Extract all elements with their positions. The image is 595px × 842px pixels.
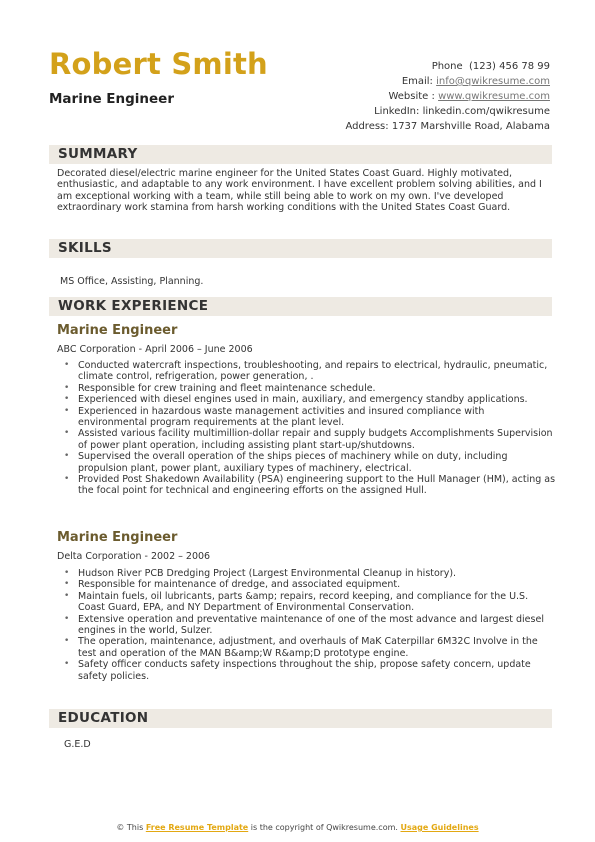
- email-link[interactable]: info@qwikresume.com: [436, 76, 550, 87]
- list-item: • Hudson River PCB Dredging Project (Largest Environmental Cleanup in history).: [64, 568, 457, 579]
- contact-phone: [345, 59, 550, 74]
- list-item: • Responsible for maintenance of dredge, and associated equipment.: [64, 579, 401, 591]
- section-heading-skills: SKILLS: [49, 239, 552, 258]
- bullet-icon: •: [64, 636, 70, 647]
- section-heading-experience: WORK EXPERIENCE: [49, 297, 552, 316]
- contact-email: [345, 74, 550, 89]
- section-heading-summary: SUMMARY: [49, 145, 552, 164]
- education-text: G.E.D: [64, 739, 91, 750]
- bullet-icon: •: [64, 451, 70, 462]
- job-bullets: [64, 360, 556, 497]
- bullet-icon: •: [64, 382, 70, 393]
- section-heading-education: EDUCATION: [49, 709, 552, 728]
- bullet-icon: •: [64, 590, 70, 601]
- contact-address: [345, 119, 550, 134]
- list-item: • The operation, maintenance, adjustment, and overhauls of MaK Caterpillar 6M32C Involve in the test and operation of the MAN B&amp;W R&amp;D prototype engine.: [64, 636, 538, 659]
- job-title: Marine Engineer: [57, 530, 178, 545]
- bullet-icon: •: [64, 613, 70, 624]
- list-item: • Safety officer conducts safety inspections throughout the ship, propose safety concern, update safety policies.: [64, 659, 531, 682]
- contact-value: (123) 456 78 99: [469, 61, 550, 72]
- contact-label: Website :: [388, 91, 435, 102]
- free-resume-template-link[interactable]: Free Resume Template: [145, 823, 249, 832]
- contact-label: Email:: [401, 76, 433, 87]
- bullet-icon: •: [64, 579, 70, 590]
- contact-label: Phone: [431, 61, 463, 72]
- contact-linkedin: [345, 104, 550, 119]
- contact-website: [345, 89, 550, 104]
- list-item: • Responsible for crew training and fleet maintenance schedule.: [64, 382, 376, 394]
- contact-label: Address:: [345, 121, 389, 132]
- usage-guidelines-link[interactable]: Usage Guidelines: [400, 823, 479, 832]
- list-item: • Maintain fuels, oil lubricants, parts &amp; repairs, record keeping, and compliance for the U.S. Coast Guard, EPA, and NY Department of Environmental Conservation.: [64, 590, 529, 614]
- bullet-icon: •: [64, 428, 70, 439]
- list-item: • Experienced in hazardous waste management activities and insured compliance with environmental program requirements at the plant level.: [64, 405, 485, 429]
- candidate-title: Marine Engineer: [49, 91, 175, 107]
- contact-block: [345, 59, 550, 134]
- bullet-icon: •: [64, 659, 70, 670]
- contact-value: 1737 Marshville Road, Alabama: [391, 121, 550, 132]
- list-item: • Assisted various facility multimillion-dollar repair and supply budgets Accomplishments Supervision of power plant operation, including assisting plant start-up/shutdowns.: [64, 428, 553, 451]
- list-item: • Extensive operation and preventative maintenance of one of the most advance and largest diesel engines in the world, Sulzer.: [64, 613, 544, 637]
- list-item: • Provided Post Shakedown Availability (PSA) engineering support to the Hull Manager (HM), acting as the focal point for technical and engineering efforts on the assigned Hull.: [64, 474, 556, 497]
- copyright-footer: © This Free Resume Template is the copyright of Qwikresume.com. Usage Guidelines: [116, 823, 479, 832]
- job-title: Marine Engineer: [57, 323, 178, 338]
- job-bullets: [64, 568, 556, 682]
- list-item: • Experienced with diesel engines used in main, auxiliary, and emergency standby applications.: [64, 394, 528, 406]
- bullet-icon: •: [64, 474, 70, 485]
- bullet-icon: •: [64, 394, 70, 405]
- list-item: • Conducted watercraft inspections, troubleshooting, and repairs to electrical, hydraulic, pneumatic, climate control, refrigeration, power generation, .: [64, 360, 548, 383]
- skills-text: MS Office, Assisting, Planning.: [60, 276, 204, 287]
- contact-value: linkedin.com/qwikresume: [422, 106, 550, 117]
- bullet-icon: •: [64, 405, 70, 416]
- contact-label: LinkedIn:: [374, 106, 420, 117]
- list-item: • Supervised the overall operation of the ships pieces of machinery while on duty, including propulsion plant, power plant, auxiliary types of machinery, electrical.: [64, 451, 508, 474]
- job-company-dates: Delta Corporation - 2002 – 2006: [57, 551, 211, 562]
- candidate-name: Robert Smith: [49, 47, 268, 81]
- bullet-icon: •: [64, 360, 70, 370]
- summary-text: Decorated diesel/electric marine engineer for the United States Coast Guard. Highly motivated, enthusiastic, and adaptable to any work environment. I have excellent problem solving abilities, and I am exceptional working with a team, while still being able to work on my own. I've developed extraordinary work stamina from harsh working conditions with the United States Coast Guard.: [57, 168, 542, 214]
- website-link[interactable]: www.qwikresume.com: [438, 91, 550, 102]
- bullet-icon: •: [64, 568, 70, 578]
- job-company-dates: ABC Corporation - April 2006 – June 2006: [57, 344, 253, 355]
